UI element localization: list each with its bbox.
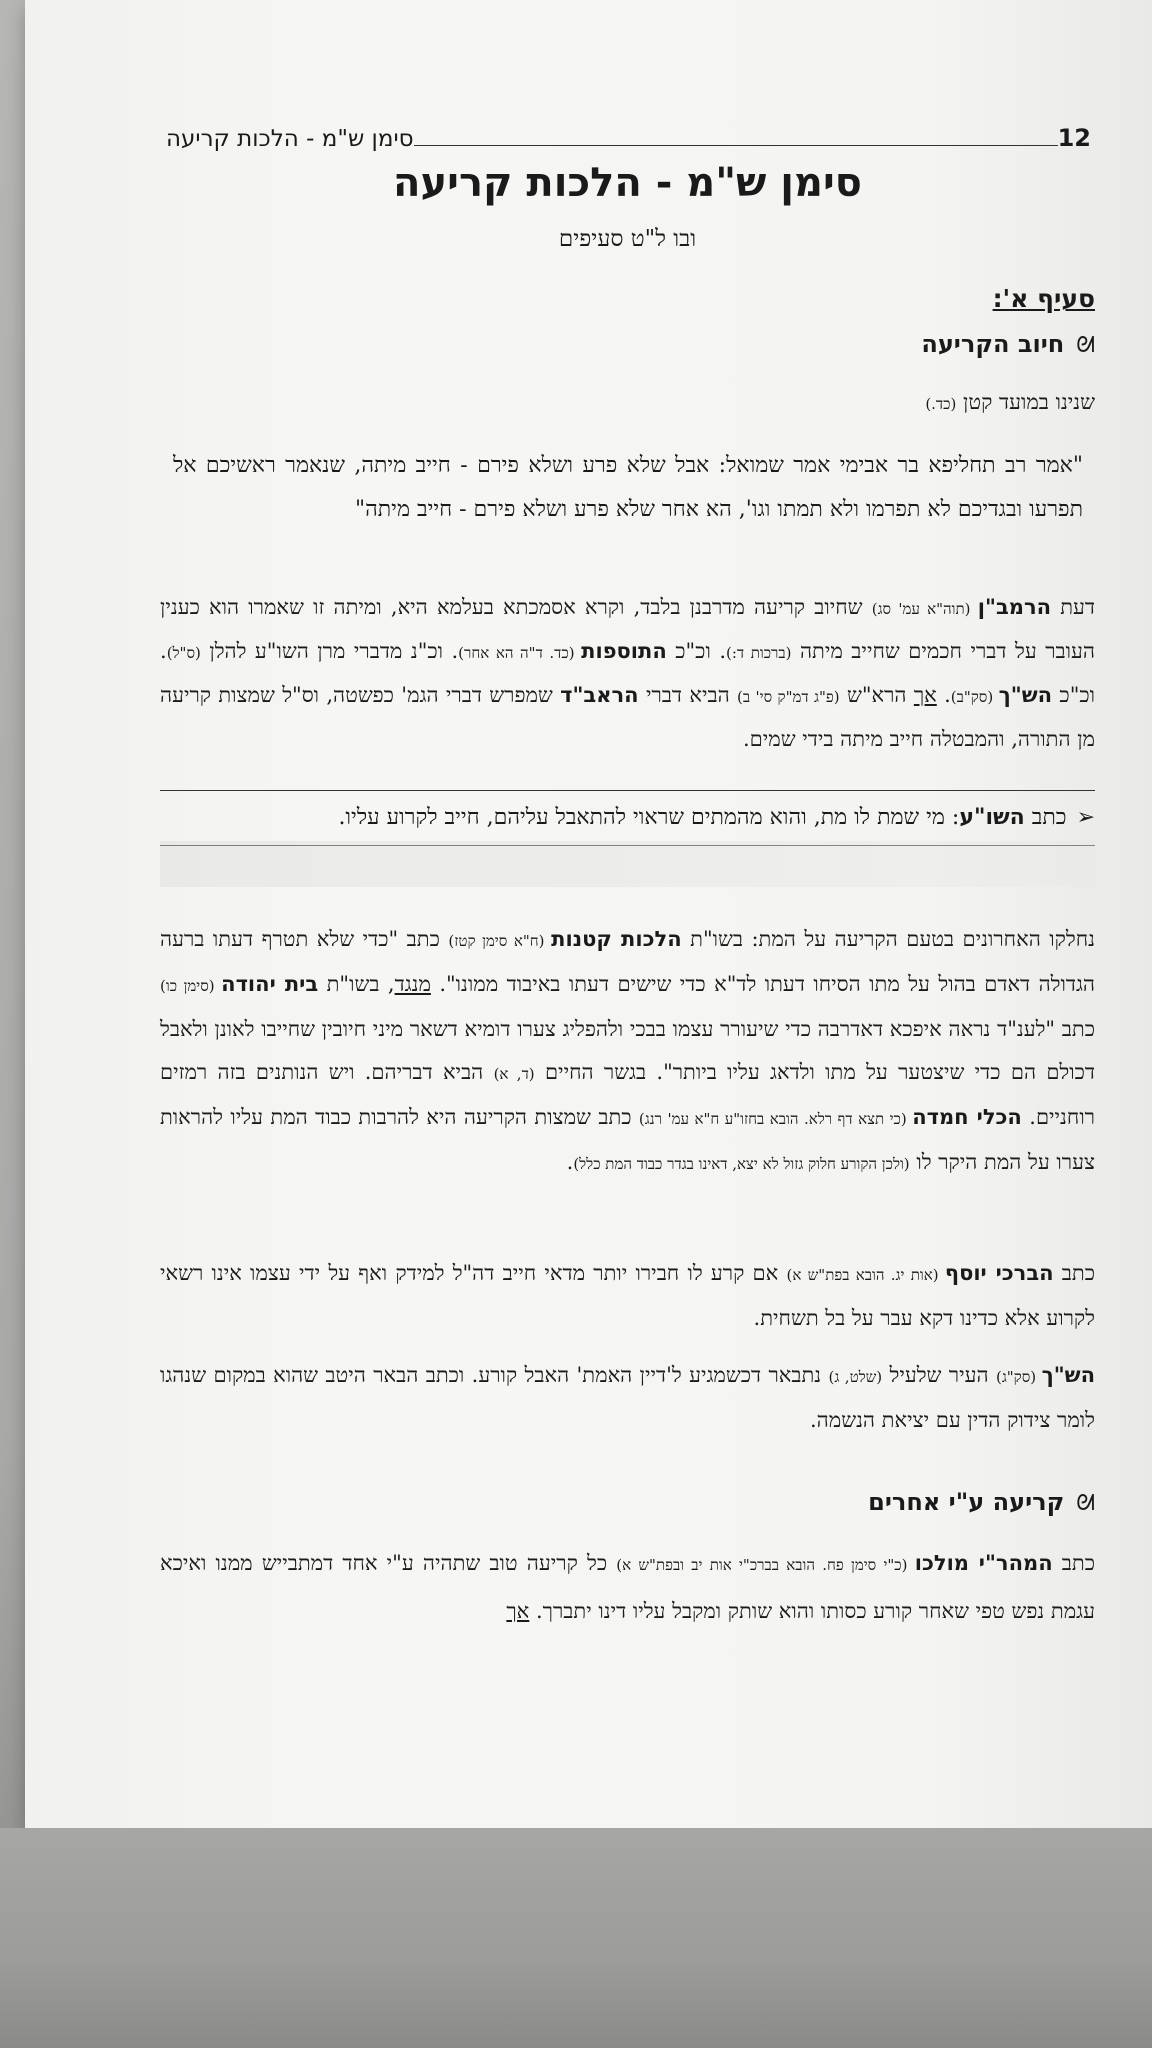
paragraph-reason: נחלקו האחרונים בטעם הקריעה על המת: בשו"ת הלכות קטנות (ח"א סימן קטז) כתב "כדי שלא תטרף דעתו ברעה הגדולה דאדם בהול על מתו הסיחו דעתו לד"א כדי שישים דעתו באיבוד ממונו". מנגד, בשו"ת בית יהודה (סימן כו) כתב "לענ"ד נראה איפכא דאדרבה כדי שיעורר עצמו בבכי ולהפליג צערו דומיא דשאר מיני חיובין שחייבו לאונן ולאבל דכולם הם כדי שיצטער על מתו ולדאג עליו ביותר". בגשר החיים (ד, א) הביא דבריהם. ויש הנותנים בזה רמזים רוחניים. הכלי חמדה (כי תצא דף רלא. הובא בחזו"ע ח"א עמ' רנג) כתב שמצות הקריעה היא להרבות כבוד המת עליו להראות צערו על המת היקר לו (ולכן הקורע חלוק גזול לא יצא, דאינו בגדר כבוד המת כלל).: [160, 927, 1096, 1174]
running-title: סימן ש"מ - הלכות קריעה: [166, 126, 414, 152]
section-heading: סעיף א':: [992, 284, 1095, 313]
running-header: [160, 118, 1095, 152]
subsection-heading-2: [868, 1488, 1095, 1516]
page-subtitle: ובו ל"ט סעיפים: [558, 226, 697, 252]
page-number: 12: [1057, 124, 1091, 152]
paragraph-maharai-molcho: כתב המהר"י מולכו (כ"י סימן פח. הובא בברכ"י אות יב ובפת"ש א) כל קריעה טוב שתהיה ע"י אחד דמתבייש ממנו ואיכא עגמת נפש טפי שאחר קורע כסותו והוא שותק ומקבל עליו דינו יתברך. אך: [160, 1551, 1096, 1623]
paragraph-ramban: דעת הרמב"ן (תוה"א עמ' סג) שחיוב קריעה מדרבנן בלבד, וקרא אסמכתא בעלמא היא, ומיתה זו שאמרו הוא כענין העובר על דברי חכמים שחייב מיתה (ברכות ד:). וכ"כ התוספות (כד. ד"ה הא אחר). וכ"נ מדברי מרן השו"ע להלן (ס"ל). וכ"כ הש"ך (סק"ב). אך הרא"ש (פ"ג דמ"ק סי' ב) הביא דברי הראב"ד שמפרש דברי הגמ' כפשטה, וס"ל שמצות קריעה מן התורה, והמבטלה חייב מיתה בידי שמים.: [160, 595, 1096, 751]
paragraph-birkei-yosef: כתב הברכי יוסף (אות יג. הובא בפת"ש א) אם קרע לו חבירו יותר מדאי חייב דה"ל למידק ואף על ידי עצמו אינו רשאי לקרוע אלא כדינו דקא עבר על בל תשחית.: [160, 1261, 1095, 1330]
table-surface: [0, 1828, 1152, 2048]
subsection-label: חיוב הקריעה: [921, 330, 1065, 358]
arrow-icon: ➢: [1076, 805, 1095, 830]
ornament-icon-2: ᘛ: [1076, 1491, 1095, 1516]
ornament-icon: ᘛ: [1076, 333, 1095, 358]
source-line: שנינו במועד קטן (כד.): [925, 390, 1095, 414]
header-rule: [414, 145, 1058, 146]
shulchan-aruch-box: ➢כתב השו"ע: מי שמת לו מת, והוא מהמתים שראוי להתאבל עליהם, חייב לקרוע עליו.: [160, 790, 1095, 846]
subsection-heading: [921, 330, 1095, 358]
subsection-label-2: קריעה ע"י אחרים: [868, 1488, 1065, 1516]
talmud-quote: "אמר רב תחליפא בר אבימי אמר שמואל: אבל שלא פרע ושלא פירם - חייב מיתה, שנאמר ראשיכם אל תפרעו ובגדיכם לא תפרמו ולא תמתו וגו', הא אחר שלא פרע ושלא פירם - חייב מיתה": [173, 453, 1083, 522]
paragraph-shach: הש"ך (סק"ג) העיר שלעיל (שלט, ג) נתבאר דכשמגיע ל'דיין האמת' האבל קורע. וכתב הבאר היטב שהוא במקום שנהגו לומר צידוק הדין עם יציאת הנשמה.: [160, 1363, 1096, 1432]
page-title: סימן ש"מ - הלכות קריעה: [393, 160, 862, 206]
